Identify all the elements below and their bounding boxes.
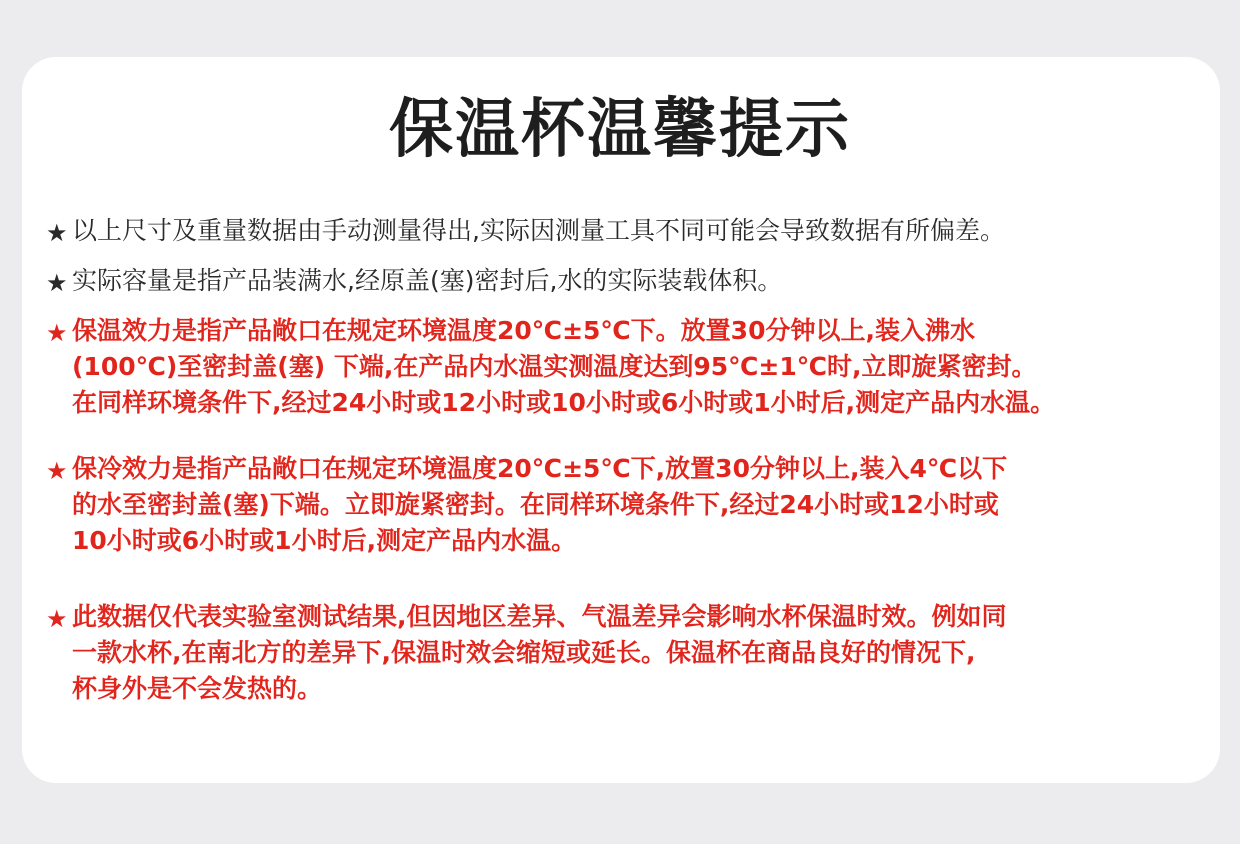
star-icon: ★ (46, 457, 68, 485)
note-line: 一款水杯,在南北方的差异下,保温时效会缩短或延长。保温杯在商品良好的情况下, (72, 638, 976, 667)
note-capacity (46, 263, 1206, 299)
note-line: 的水至密封盖(塞)下端。立即旋紧密封。在同样环境条件下,经过24小时或12小时或 (72, 490, 999, 519)
note-lab-disclaimer (46, 599, 1206, 707)
note-line: 保温效力是指产品敞口在规定环境温度20℃±5℃下。放置30分钟以上,装入沸水 (72, 316, 975, 345)
star-icon: ★ (46, 319, 68, 347)
note-line: 实际容量是指产品装满水,经原盖(塞)密封后,水的实际装载体积。 (72, 266, 783, 295)
star-icon: ★ (46, 269, 68, 297)
note-measurement (46, 213, 1206, 249)
note-line: 杯身外是不会发热的。 (72, 674, 323, 703)
page-title: 保温杯温馨提示 (389, 93, 851, 167)
note-heat-retention (46, 313, 1206, 421)
note-line: 以上尺寸及重量数据由手动测量得出,实际因测量工具不同可能会导致数据有所偏差。 (72, 216, 1005, 245)
star-icon: ★ (46, 219, 68, 247)
note-line: 此数据仅代表实验室测试结果,但因地区差异、气温差异会影响水杯保温时效。例如同 (72, 602, 1007, 631)
note-line: 10小时或6小时或1小时后,测定产品内水温。 (72, 526, 577, 555)
star-icon: ★ (46, 605, 68, 633)
note-cold-retention (46, 451, 1206, 559)
note-line: 在同样环境条件下,经过24小时或12小时或10小时或6小时或1小时后,测定产品内水温。 (72, 388, 1056, 417)
note-line: 保冷效力是指产品敞口在规定环境温度20℃±5℃下,放置30分钟以上,装入4℃以下 (72, 454, 1008, 483)
note-line: (100℃)至密封盖(塞) 下端,在产品内水温实测温度达到95℃±1℃时,立即旋紧密封。 (72, 352, 1037, 381)
